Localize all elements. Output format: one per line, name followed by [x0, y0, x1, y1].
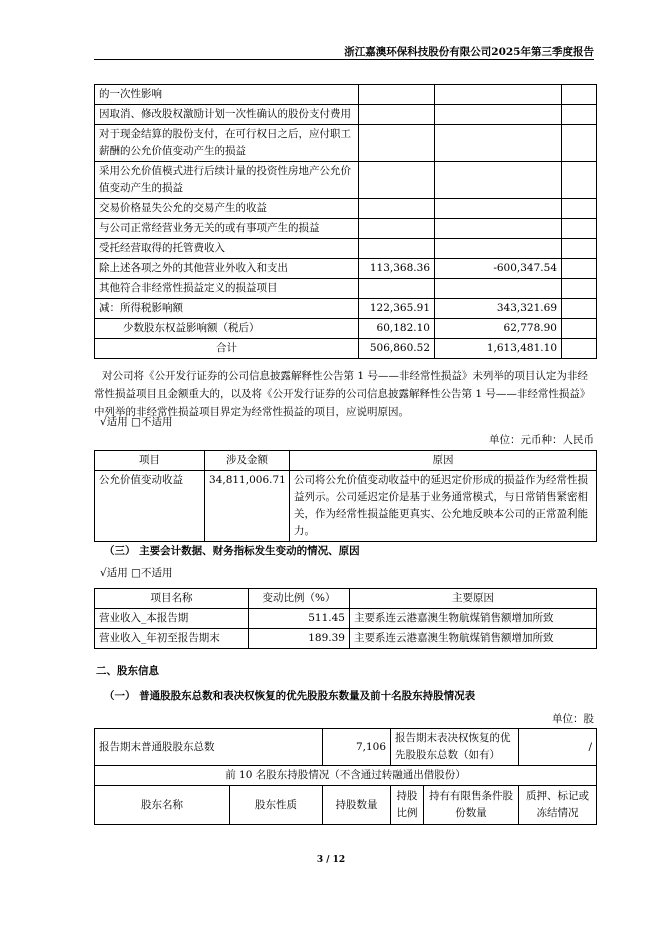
row-reason: 公司将公允价值变动收益中的延迟定价形成的损益作为经常性损益列示。公司延迟定价是基于业务通常模式，与日常销售紧密相关，作为经常性损益能更真实、公允地反映本公司的正常盈利能力。 — [290, 471, 597, 542]
row-label: 受托经营取得的托管费收入 — [95, 239, 359, 259]
row-label: 减：所得税影响额 — [95, 299, 359, 319]
row-label: 其他符合非经常性损益定义的损益项目 — [95, 279, 359, 299]
row-label: 除上述各项之外的其他营业外收入和支出 — [95, 259, 359, 279]
row-value — [435, 199, 562, 219]
table-row — [95, 279, 597, 299]
row-value — [359, 279, 435, 299]
col-header-amount: 涉及金额 — [205, 451, 290, 471]
col-header-pledge-status: 质押、标记或冻结情况 — [519, 786, 597, 825]
table-row — [95, 239, 597, 259]
row-value — [435, 85, 562, 105]
col-header-reason: 原因 — [290, 451, 597, 471]
row-label: 交易价格显失公允的交易产生的收益 — [95, 199, 359, 219]
row-value: 62,778.90 — [435, 319, 562, 339]
table-row — [95, 259, 597, 279]
row-label: 的一次性影响 — [95, 85, 359, 105]
row-value: 60,182.10 — [359, 319, 435, 339]
change-reason-table — [94, 588, 597, 649]
row-value — [359, 219, 435, 239]
row-label: 采用公允价值模式进行后续计量的投资性房地产公允价值变动产生的损益 — [95, 162, 359, 199]
row-value — [562, 162, 597, 199]
table-row — [95, 471, 597, 542]
row-item: 公允价值变动收益 — [95, 471, 205, 542]
row-value: -600,347.54 — [435, 259, 562, 279]
col-header-restricted-shares: 持有有限售条件股份数量 — [424, 786, 519, 825]
total-holders-label: 报告期末普通股股东总数 — [95, 729, 323, 766]
col-header-main-reason: 主要原因 — [350, 589, 597, 609]
row-name: 营业收入_年初至报告期末 — [95, 629, 249, 649]
row-value — [359, 162, 435, 199]
row-label: 与公司正常经营业务无关的或有事项产生的损益 — [95, 219, 359, 239]
row-value: 506,860.52 — [359, 339, 435, 359]
row-value — [359, 239, 435, 259]
row-value — [562, 125, 597, 162]
header-rule — [94, 59, 594, 60]
page-header: 浙江嘉澳环保科技股份有限公司2025年第三季度报告 — [344, 46, 594, 58]
row-value — [562, 199, 597, 219]
row-value: 343,321.69 — [435, 299, 562, 319]
row-name: 营业收入_本报告期 — [95, 609, 249, 629]
col-header-share-count: 持股数量 — [323, 786, 391, 825]
col-header-holder-nature: 股东性质 — [230, 786, 323, 825]
preferred-holders-label: 报告期末表决权恢复的优先股股东总数（如有） — [391, 729, 519, 766]
row-label: 因取消、修改股权激励计划一次性确认的股份支付费用 — [95, 105, 359, 125]
recurring-reason-table — [94, 450, 597, 542]
table-row — [95, 199, 597, 219]
page-number: 3 / 12 — [316, 855, 346, 865]
applicable-note-2: √适用 □不适用 — [100, 567, 173, 579]
subsection-1-title: （一） 普通股股东总数和表决权恢复的优先股股东数量及前十名股东持股情况表 — [104, 690, 476, 702]
row-value — [562, 319, 597, 339]
row-label: 对于现金结算的股份支付，在可行权日之后，应付职工薪酬的公允价值变动产生的损益 — [95, 125, 359, 162]
col-header-ratio: 变动比例（%） — [249, 589, 350, 609]
row-value — [435, 279, 562, 299]
preferred-holders-value: / — [519, 729, 597, 766]
table-row — [95, 339, 597, 359]
table-row — [95, 85, 597, 105]
non-recurring-table — [94, 84, 597, 359]
row-value — [562, 105, 597, 125]
section-two-title: 二、股东信息 — [96, 665, 159, 677]
table-row — [95, 162, 597, 199]
row-value — [359, 199, 435, 219]
row-value — [359, 125, 435, 162]
row-value — [562, 219, 597, 239]
row-reason: 主要系连云港嘉澳生物航煤销售额增加所致 — [350, 609, 597, 629]
row-value — [562, 339, 597, 359]
applicable-note-1: √适用 □不适用 — [100, 416, 173, 428]
total-holders-value: 7,106 — [323, 729, 391, 766]
row-ratio: 189.39 — [249, 629, 350, 649]
table-row — [95, 299, 597, 319]
shareholder-table — [94, 728, 597, 825]
unit-label-1: 单位：元币种：人民币 — [489, 434, 594, 446]
row-value — [562, 299, 597, 319]
row-value — [562, 279, 597, 299]
section-3-title: （三） 主要会计数据、财务指标发生变动的情况、原因 — [104, 545, 360, 557]
col-header-holder-name: 股东名称 — [95, 786, 230, 825]
row-value — [435, 239, 562, 259]
col-header-name: 项目名称 — [95, 589, 249, 609]
row-value — [562, 85, 597, 105]
col-header-item: 项目 — [95, 451, 205, 471]
table-row — [95, 125, 597, 162]
row-value — [562, 259, 597, 279]
table-row — [95, 105, 597, 125]
table-row — [95, 609, 597, 629]
unit-label-2: 单位：股 — [552, 713, 594, 725]
top10-caption: 前 10 名股东持股情况（不含通过转融通出借股份） — [95, 766, 597, 786]
row-value — [562, 239, 597, 259]
table-row — [95, 319, 597, 339]
row-value — [359, 105, 435, 125]
row-ratio: 511.45 — [249, 609, 350, 629]
row-value: 113,368.36 — [359, 259, 435, 279]
row-value — [435, 125, 562, 162]
row-value — [435, 219, 562, 239]
row-label: 合计 — [95, 339, 359, 359]
row-value — [435, 105, 562, 125]
table-row — [95, 219, 597, 239]
row-value: 122,365.91 — [359, 299, 435, 319]
row-label: 少数股东权益影响额（税后） — [95, 319, 359, 339]
row-value — [359, 85, 435, 105]
col-header-share-ratio: 持股比例 — [391, 786, 424, 825]
row-reason: 主要系连云港嘉澳生物航煤销售额增加所致 — [350, 629, 597, 649]
row-value — [435, 162, 562, 199]
explanation-paragraph: 对公司将《公开发行证券的公司信息披露解释性公告第 1 号——非经常性损益》未列举的项目认定为非经常性损益项目且金额重大的，以及将《公开发行证券的公司信息披露解释性公告第 1 号——非经常性损益》中列举的非经常性损益项目界定为经常性损益的项目，应说明原因。 — [94, 370, 591, 418]
row-value: 1,613,481.10 — [435, 339, 562, 359]
table-row — [95, 629, 597, 649]
row-amount: 34,811,006.71 — [205, 471, 290, 542]
